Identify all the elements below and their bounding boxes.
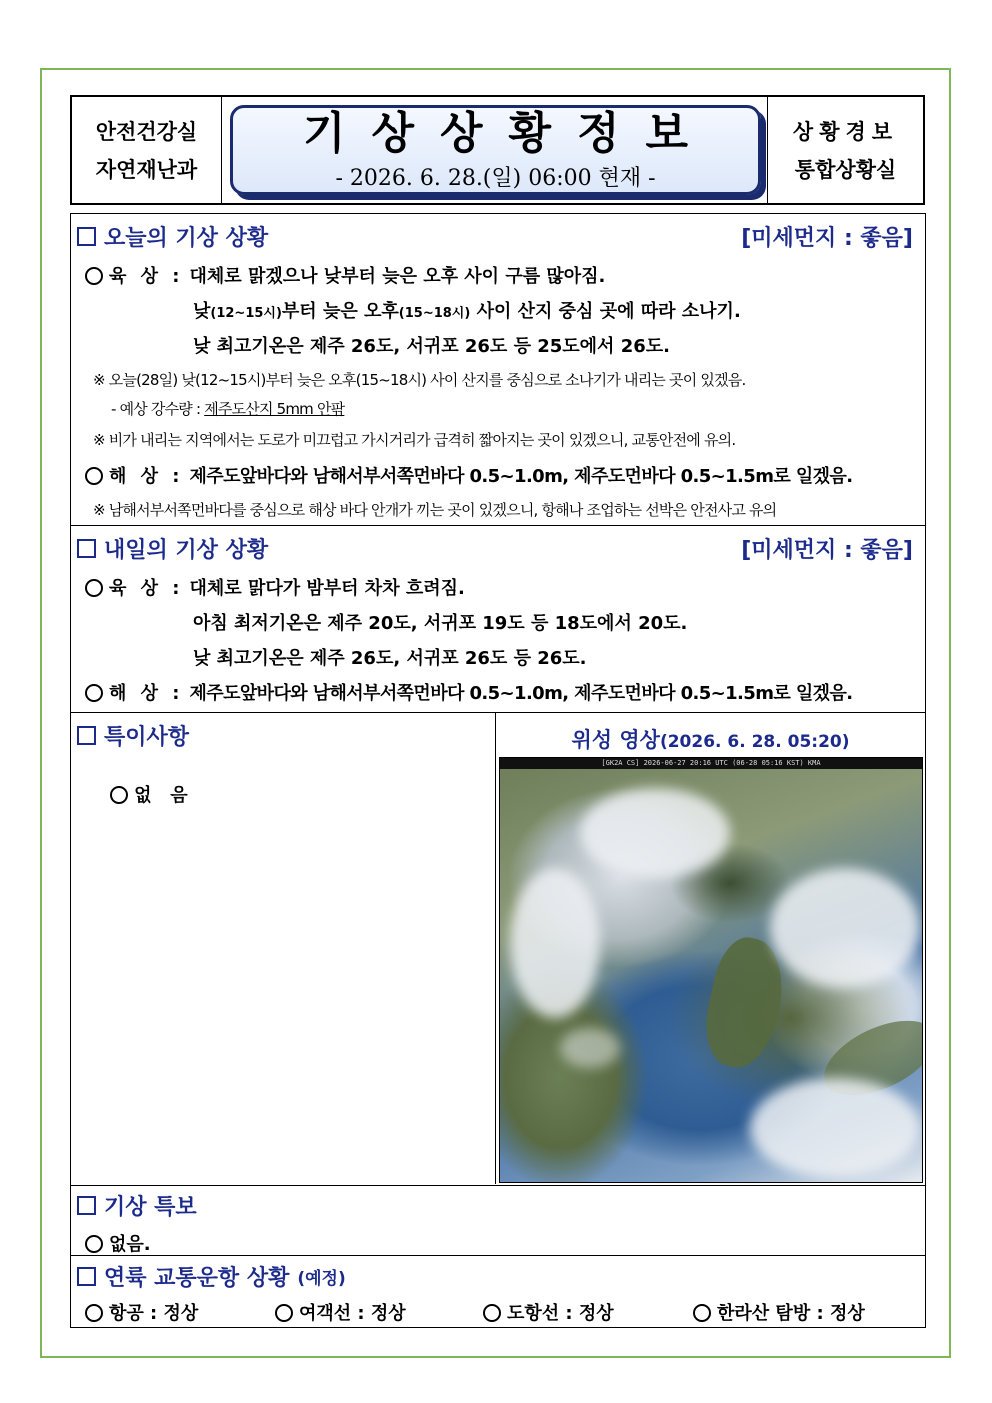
tomorrow-title-text: 내일의 기상 상황 [104, 538, 269, 563]
warning-item [85, 1230, 151, 1256]
divider [71, 712, 925, 713]
tomorrow-land-line-1 [85, 574, 465, 600]
circle-bullet-icon [85, 467, 103, 485]
traffic-item-text: 항공 : 정상 [109, 1303, 199, 1324]
today-note-1: ※ 오늘(28일) 낮(12~15시)부터 늦은 오후(15~18시) 사이 산지를 중심으로 소나기가 내리는 곳이 있겠음. [93, 371, 746, 389]
page-title: 기상상황정보 [302, 107, 715, 159]
special-section-title [77, 720, 189, 751]
column-divider [495, 712, 496, 1184]
traffic-item-air [85, 1299, 198, 1325]
checkbox-icon [77, 539, 96, 558]
report-datetime: - 2026. 6. 28.(일) 06:00 현재 - [335, 165, 656, 191]
divider [71, 1255, 925, 1256]
tomorrow-dust-status: [미세먼지 : 좋음] [741, 538, 913, 563]
today-section-title [77, 221, 268, 252]
tomorrow-sea-label: 해 상 : [109, 683, 184, 704]
tomorrow-sea-line [85, 679, 852, 705]
cloud-shape [560, 1028, 620, 1068]
report-body [70, 213, 926, 1328]
cloud-shape [510, 868, 600, 1018]
satellite-title-text: 위성 영상 [571, 728, 660, 752]
today-land-2c: 부터 늦은 오후 [281, 301, 399, 322]
today-note-3: ※ 남해서부서쪽먼바다를 중심으로 해상 바다 안개가 끼는 곳이 있겠으니, 항해나 조업하는 선박은 안전사고 유의 [93, 501, 777, 519]
circle-bullet-icon [483, 1304, 501, 1322]
satellite-image [499, 757, 923, 1183]
tomorrow-land-line-2: 아침 최저기온은 제주 20도, 서귀포 19도 등 18도에서 20도. [193, 613, 688, 634]
cloud-shape [770, 868, 920, 988]
special-item [85, 760, 188, 828]
traffic-item-text: 여객선 : 정상 [299, 1303, 406, 1324]
today-land-line-3: 낮 최고기온은 제주 26도, 서귀포 26도 등 25도에서 26도. [193, 336, 670, 357]
warning-title-text: 기상 특보 [104, 1195, 197, 1220]
traffic-item-text: 한라산 탐방 : 정상 [717, 1303, 865, 1324]
circle-bullet-icon [85, 1235, 103, 1253]
report-header [70, 95, 925, 205]
divider [71, 525, 925, 526]
rain-label: - 예상 강수량 : [111, 400, 201, 418]
satellite-caption: [GK2A CS] 2026-06-27 20:16 UTC (06-28 05:16 KST) KMA [500, 758, 922, 769]
checkbox-icon [77, 1267, 96, 1286]
traffic-item-ferry [275, 1299, 406, 1325]
circle-bullet-icon [693, 1304, 711, 1322]
department-line-2: 자연재난과 [95, 158, 198, 182]
today-land-line-2 [193, 297, 741, 323]
today-rain-line [111, 398, 344, 419]
tomorrow-sea-text: 제주도앞바다와 남해서부서쪽먼바다 0.5~1.0m, 제주도먼바다 0.5~1.5m로 일겠음. [189, 683, 853, 704]
checkbox-icon [77, 726, 96, 745]
today-land-label: 육 상 : [109, 266, 184, 287]
tomorrow-section-title [77, 533, 268, 564]
title-banner [230, 105, 761, 195]
circle-bullet-icon [85, 579, 103, 597]
special-item-text: 없 음 [134, 785, 188, 806]
rain-value: 제주도산지 5mm 안팎 [204, 400, 345, 418]
tomorrow-land-text-1: 대체로 맑다가 밤부터 차차 흐려짐. [189, 578, 465, 599]
department-box [72, 97, 222, 203]
circle-bullet-icon [85, 267, 103, 285]
traffic-title-text: 연륙 교통운항 상황 [104, 1266, 290, 1291]
today-land-line-1 [85, 262, 605, 288]
today-note-2: ※ 비가 내리는 지역에서는 도로가 미끄럽고 가시거리가 급격히 짧아지는 곳이 있겠으니, 교통안전에 유의. [93, 431, 736, 449]
special-title-text: 특이사항 [104, 725, 190, 750]
warning-section-title [77, 1190, 197, 1221]
circle-bullet-icon [85, 1304, 103, 1322]
traffic-item-text: 도항선 : 정상 [507, 1303, 614, 1324]
department-line-1: 안전건강실 [95, 120, 198, 144]
today-land-2a: 낮 [193, 301, 211, 322]
office-box [767, 97, 923, 203]
office-line-2: 통합상황실 [794, 158, 897, 182]
today-title-text: 오늘의 기상 상황 [104, 226, 269, 251]
tomorrow-land-label: 육 상 : [109, 578, 184, 599]
office-line-1: 상황경보 [792, 120, 899, 144]
divider [71, 1185, 925, 1186]
checkbox-icon [77, 227, 96, 246]
tomorrow-land-line-3: 낮 최고기온은 제주 26도, 서귀포 26도 등 26도. [193, 648, 587, 669]
today-land-text-1: 대체로 맑겠으나 낮부터 늦은 오후 사이 구름 많아짐. [189, 266, 606, 287]
circle-bullet-icon [110, 786, 128, 804]
circle-bullet-icon [85, 684, 103, 702]
circle-bullet-icon [275, 1304, 293, 1322]
today-land-2e: 사이 산지 중심 곳에 따라 소나기. [470, 301, 741, 322]
satellite-title [495, 724, 926, 754]
checkbox-icon [77, 1196, 96, 1215]
warning-item-text: 없음. [109, 1234, 151, 1255]
today-land-2b: (12~15시) [210, 306, 282, 321]
satellite-time: (2026. 6. 28. 05:20) [659, 732, 850, 752]
cloud-shape [580, 788, 730, 878]
today-land-2d: (15~18시) [398, 306, 471, 321]
traffic-item-hallasan [693, 1299, 865, 1325]
today-sea-label: 해 상 : [109, 466, 184, 487]
traffic-item-islandferry [483, 1299, 614, 1325]
traffic-title-suffix: (예정) [297, 1269, 346, 1289]
today-sea-line [85, 462, 852, 488]
today-sea-text: 제주도앞바다와 남해서부서쪽먼바다 0.5~1.0m, 제주도먼바다 0.5~1.5m로 일겠음. [189, 466, 853, 487]
traffic-section-title [77, 1261, 346, 1292]
today-dust-status: [미세먼지 : 좋음] [741, 226, 913, 251]
cloud-shape [750, 1078, 920, 1178]
